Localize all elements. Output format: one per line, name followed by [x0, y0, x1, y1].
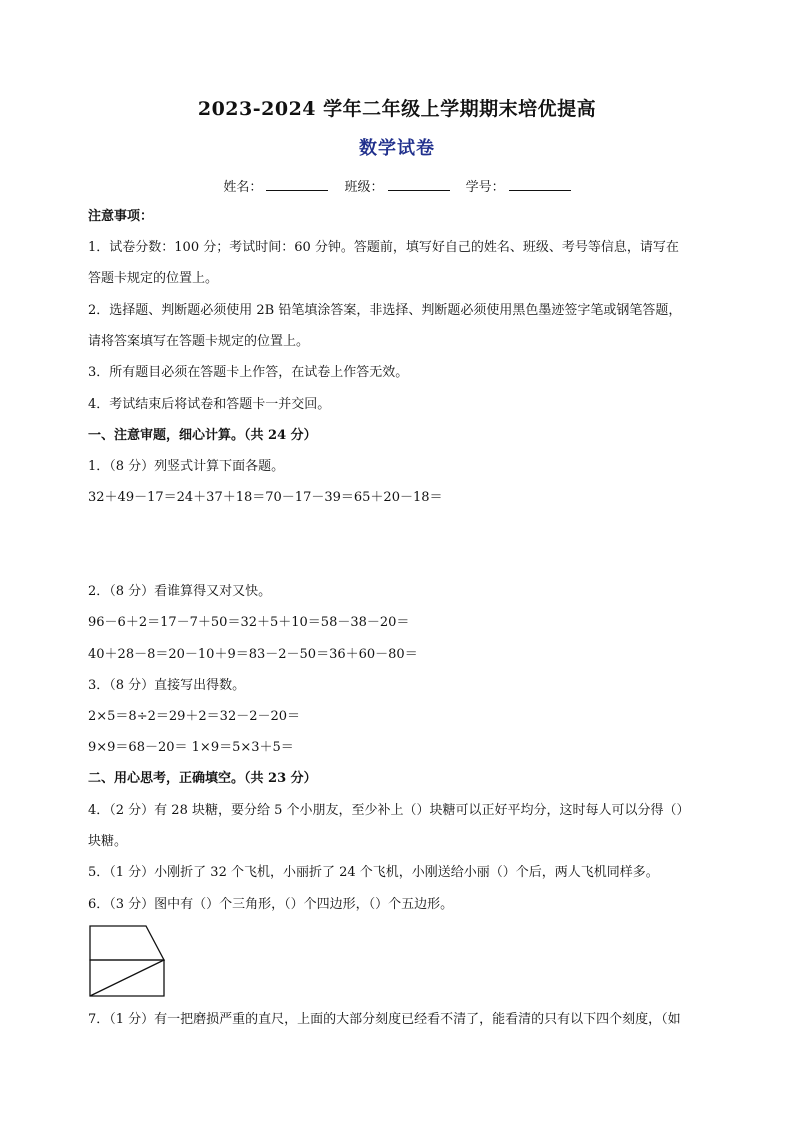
class-label: 班级：: [344, 180, 384, 195]
name-blank: [266, 178, 328, 191]
note-line: 2．选择题、判断题必须使用 2B 铅笔填涂答案，非选择、判断题必须使用黑色墨迹签字笔或钢笔答题，: [88, 303, 682, 318]
exam-subtitle: 数学试卷: [359, 138, 435, 159]
q1-title: 1．（8 分）列竖式计算下面各题。: [88, 459, 285, 474]
q3-title: 3．（8 分）直接写出得数。: [88, 678, 246, 693]
q2-title: 2．（8 分）看谁算得又对又快。: [88, 584, 272, 599]
name-label: 姓名：: [223, 180, 263, 195]
figure-diagonal: [90, 960, 164, 996]
id-blank: [509, 178, 571, 191]
q2-expressions-row1: 96－6＋2＝17－7＋50＝32＋5＋10＝58－38－20＝: [88, 615, 410, 630]
name-field: [223, 176, 328, 195]
q3-expressions-row2: 9×9＝68－20＝ 1×9＝5×3＋5＝: [88, 740, 294, 755]
note-line: 请将答案填写在答题卡规定的位置上。: [88, 334, 310, 349]
q3-expressions-row1: 2×5＝8÷2＝29＋2＝32－2－20＝: [88, 709, 301, 724]
q5-text: 5．（1 分）小刚折了 32 个飞机，小丽折了 24 个飞机，小刚送给小丽（）个后，两人飞机同样多。: [88, 865, 659, 880]
figure-top-pentagon: [90, 926, 164, 960]
q4-text-continued: 块糖。: [88, 834, 128, 849]
q7-text: 7．（1 分）有一把磨损严重的直尺，上面的大部分刻度已经看不清了，能看清的只有以下四个刻度，（如: [88, 1012, 681, 1027]
class-field: [344, 176, 449, 195]
q6-shape-figure: [88, 924, 168, 998]
class-blank: [388, 178, 450, 191]
note-line: 4．考试结束后将试卷和答题卡一并交回。: [88, 397, 331, 412]
student-id-field: [466, 176, 571, 195]
q4-text: 4．（2 分）有 28 块糖，要分给 5 个小朋友，至少补上（）块糖可以正好平均分，这时每人可以分得（）: [88, 803, 690, 818]
id-label: 学号：: [465, 180, 505, 195]
q6-text: 6．（3 分）图中有（）个三角形，（）个四边形，（）个五边形。: [88, 897, 454, 912]
notes-heading: 注意事项：: [88, 209, 154, 224]
exam-title: 2023-2024 学年二年级上学期期末培优提高: [197, 98, 597, 120]
student-info-row: [0, 176, 794, 195]
q1-expressions: 32＋49－17＝24＋37＋18＝70－17－39＝65＋20－18＝: [88, 490, 443, 505]
note-line: 1．试卷分数：100 分；考试时间：60 分钟。答题前，填写好自己的姓名、班级、考号等信息，请写在: [88, 240, 679, 255]
section1-heading: 一、注意审题，细心计算。（共 24 分）: [88, 428, 317, 443]
section2-heading: 二、用心思考，正确填空。（共 23 分）: [88, 771, 317, 786]
q2-expressions-row2: 40＋28－8＝20－10＋9＝83－2－50＝36＋60－80＝: [88, 647, 418, 662]
note-line: 答题卡规定的位置上。: [88, 271, 219, 286]
note-line: 3．所有题目必须在答题卡上作答，在试卷上作答无效。: [88, 365, 409, 380]
